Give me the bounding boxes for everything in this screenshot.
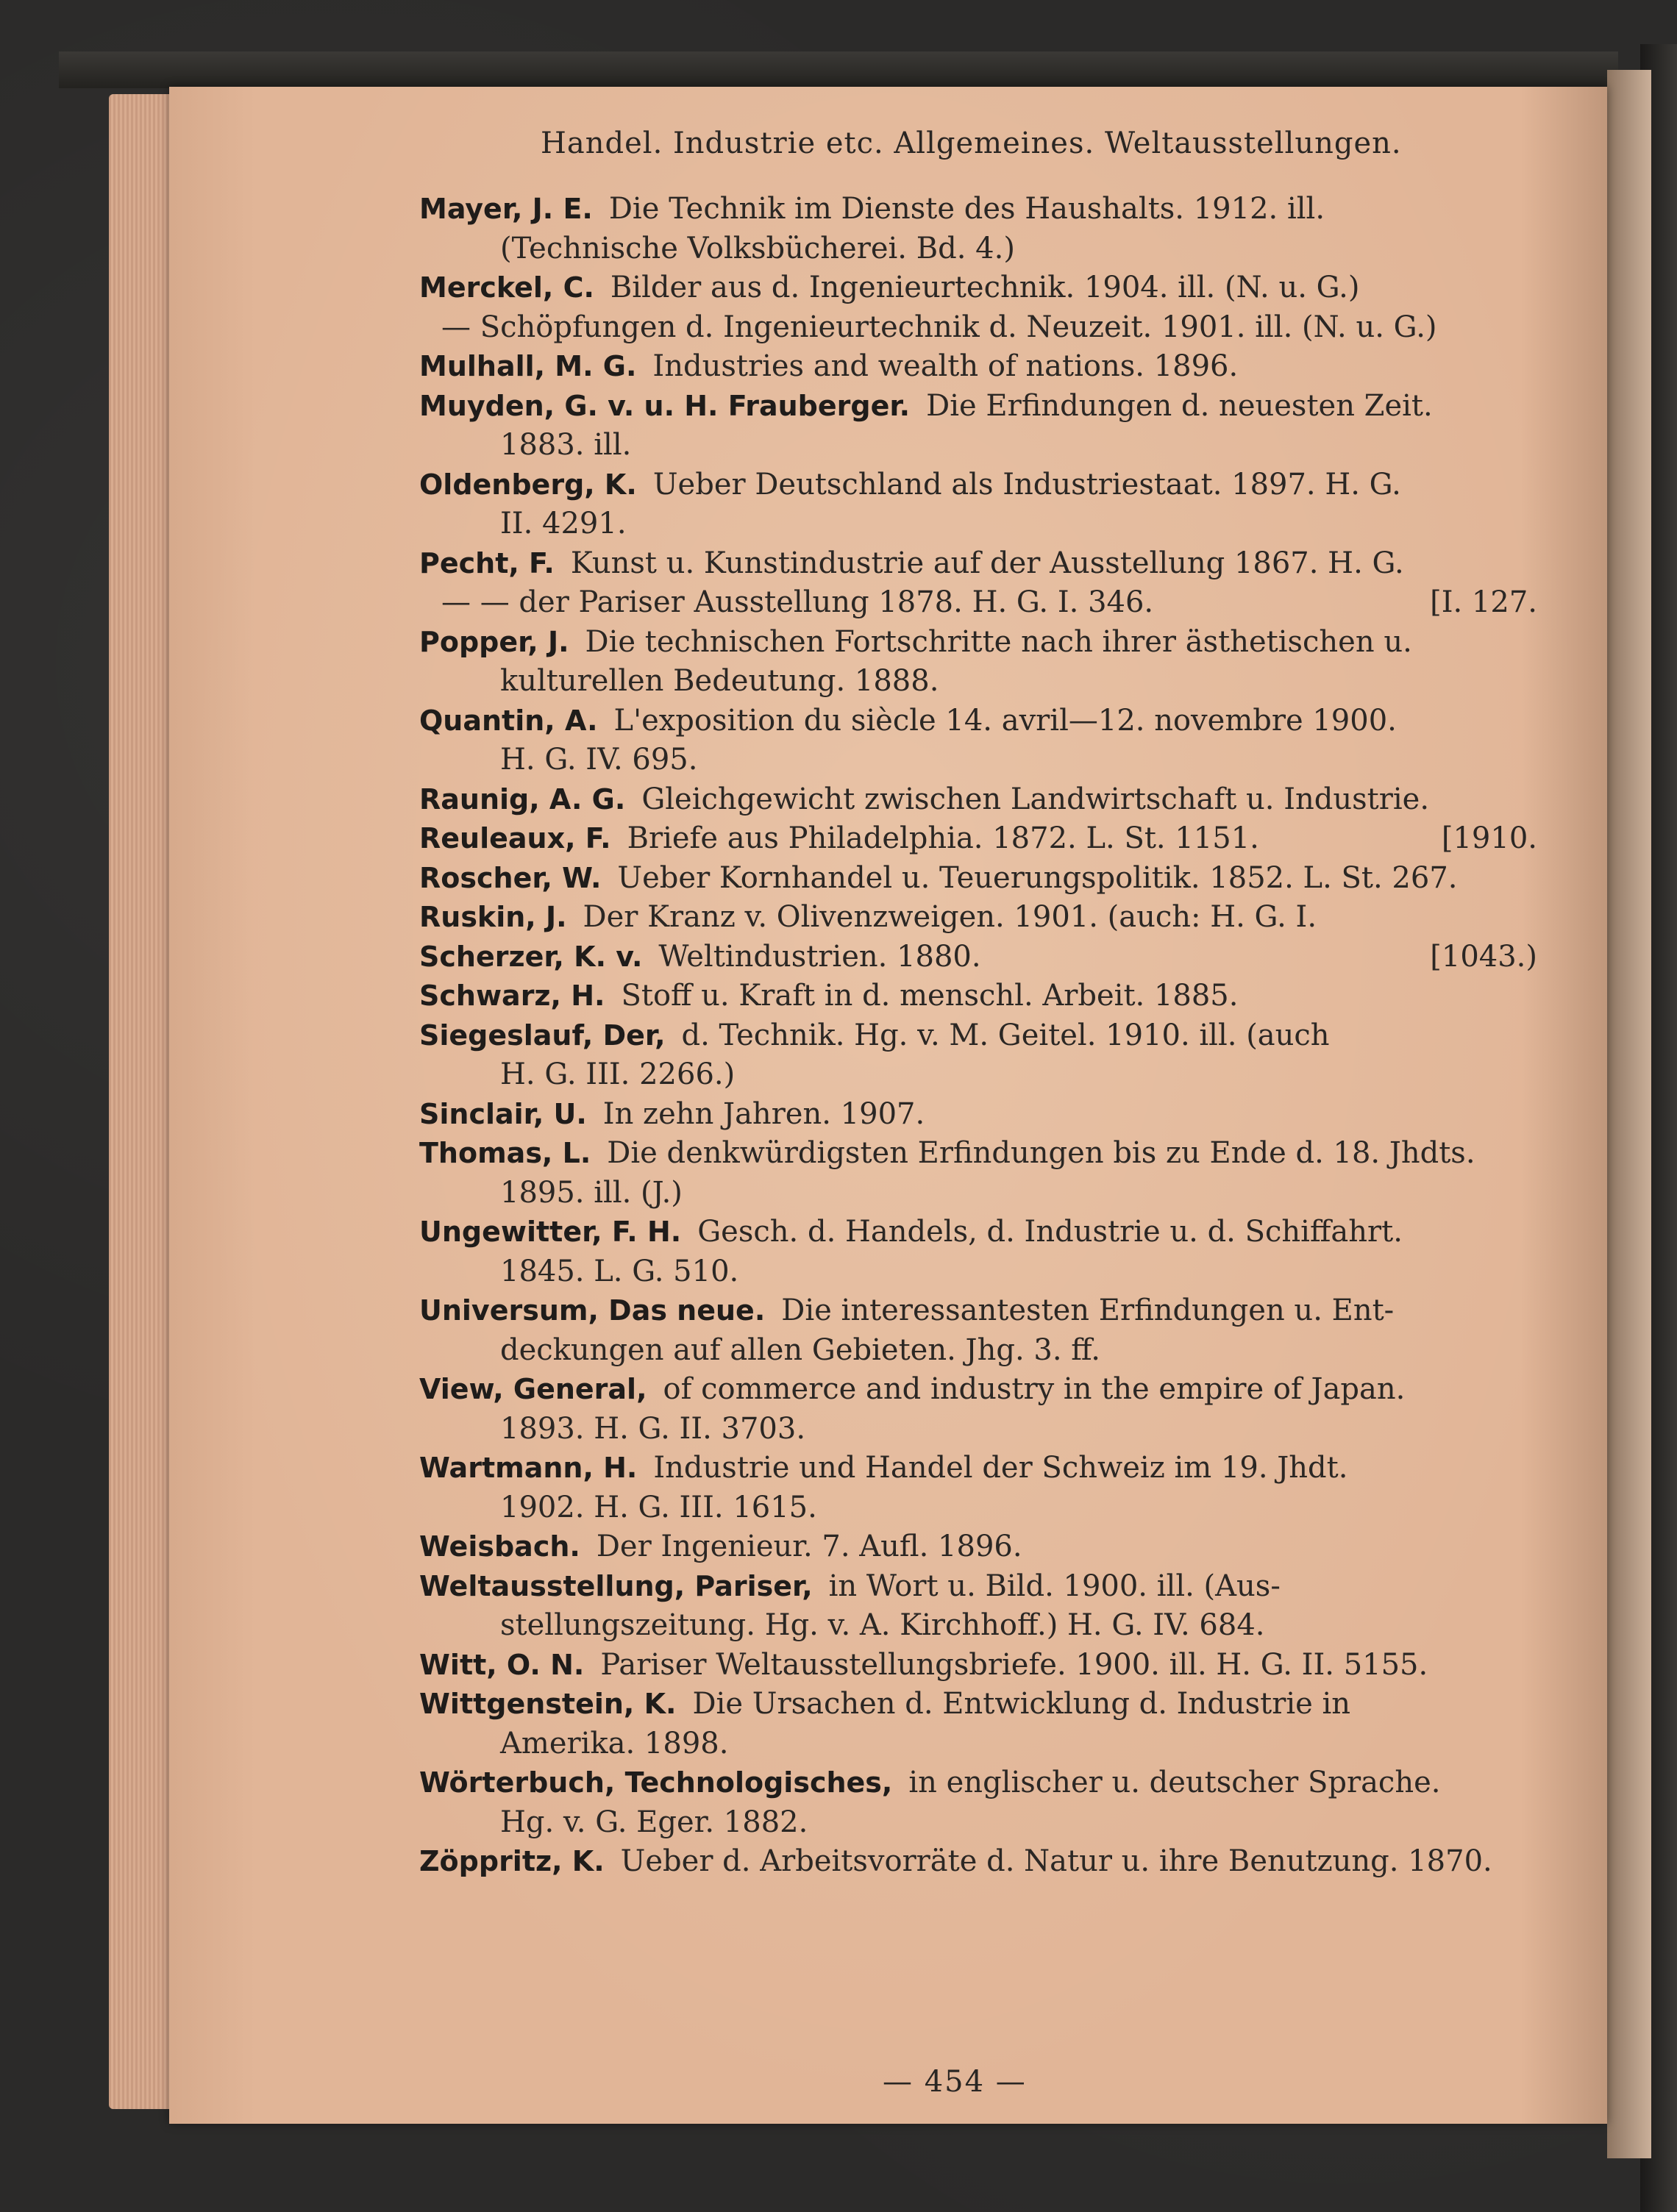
entry-line: [419, 898, 1537, 938]
entry-text: — Schöpfungen d. Ingenieurtechnik d. Neuzeit. 1901. ill. (N. u. G.): [441, 310, 1437, 344]
entry-line: [419, 1803, 1537, 1843]
entry-text: Die denkwürdigsten Erfindungen bis zu Ende d. 18. Jhdts.: [607, 1136, 1475, 1170]
entry-text: kulturellen Bedeutung. 1888.: [500, 664, 939, 698]
entry-text: Die interessantesten Erfindungen u. Ent-: [781, 1294, 1395, 1327]
entry-line: [419, 1291, 1537, 1331]
entry-line: [419, 1724, 1537, 1764]
entry-text: — — der Pariser Ausstellung 1878. H. G. I. 346.: [441, 585, 1154, 619]
entry-line: [419, 1370, 1537, 1410]
entry-text: Hg. v. G. Eger. 1882.: [500, 1805, 808, 1839]
entry-line: [419, 1685, 1537, 1724]
entry-author: Wartmann, H.: [419, 1452, 638, 1484]
entry-line: [419, 1646, 1537, 1685]
entry-text: (Technische Volksbücherei. Bd. 4.): [500, 231, 1015, 265]
entry-text: Bilder aus d. Ingenieurtechnik. 1904. ill. (N. u. G.): [610, 271, 1360, 304]
entry-line: [419, 977, 1537, 1016]
entry-line: [419, 190, 1537, 229]
entry-author: Wörterbuch, Technologisches,: [419, 1766, 893, 1799]
entry-author: Weisbach.: [419, 1530, 580, 1563]
entry-line: [419, 1449, 1537, 1488]
entry-author: Oldenberg, K.: [419, 468, 637, 501]
entry-text: Gleichgewicht zwischen Landwirtschaft u. Industrie.: [641, 782, 1430, 816]
bibliography-list: [419, 190, 1537, 1882]
entry-line: [419, 1174, 1537, 1213]
book-cover-edge: [59, 51, 1618, 88]
entry-author: Quantin, A.: [419, 704, 598, 737]
entry-text: deckungen auf allen Gebieten. Jhg. 3. ff.: [500, 1332, 1100, 1367]
entry-author: Thomas, L.: [419, 1137, 591, 1169]
entry-text-tail: [1043.): [1430, 939, 1537, 974]
entry-text: L'exposition du siècle 14. avril—12. novembre 1900.: [613, 703, 1397, 738]
entry-text: in Wort u. Bild. 1900. ill. (Aus-: [828, 1569, 1281, 1603]
entry-line: [419, 583, 1537, 623]
entry-text: In zehn Jahren. 1907.: [602, 1096, 925, 1131]
adjacent-page-edge: [1607, 70, 1651, 2158]
entry-text: H. G. III. 2266.): [500, 1057, 736, 1091]
entry-text: Kunst u. Kunstindustrie auf der Ausstellung 1867. H. G.: [570, 546, 1404, 580]
entry-line: [419, 662, 1537, 702]
entry-line: [419, 1763, 1537, 1803]
entry-line: [419, 780, 1537, 820]
entry-line: [419, 1134, 1537, 1174]
entry-text: in englischer u. deutscher Sprache.: [908, 1766, 1441, 1799]
entry-text: 1893. H. G. II. 3703.: [500, 1411, 806, 1446]
entry-author: Weltausstellung, Pariser,: [419, 1569, 813, 1602]
entry-line: [419, 741, 1537, 780]
entry-line: [419, 1055, 1537, 1095]
entry-text: 1845. L. G. 510.: [500, 1254, 739, 1288]
entry-text: Amerika. 1898.: [500, 1726, 729, 1760]
entry-author: Witt, O. N.: [419, 1648, 585, 1681]
entry-text: Ueber Deutschland als Industriestaat. 1897. H. G.: [652, 467, 1401, 502]
entry-text: Die Erfindungen d. neuesten Zeit.: [926, 388, 1433, 423]
entry-line: [419, 229, 1537, 269]
entry-text: Der Kranz v. Olivenzweigen. 1901. (auch: H. G. I.: [583, 900, 1317, 934]
entry-author: Raunig, A. G.: [419, 782, 626, 816]
entry-author: View, General,: [419, 1373, 647, 1405]
entry-text: Der Ingenieur. 7. Aufl. 1896.: [596, 1530, 1022, 1563]
entry-text: H. G. IV. 695.: [500, 743, 698, 777]
entry-line: [419, 1606, 1537, 1646]
entry-line: [419, 268, 1537, 308]
entry-line: [419, 1410, 1537, 1449]
entry-author: Muyden, G. v. u. H. Frauberger.: [419, 389, 911, 422]
entry-author: Wittgenstein, K.: [419, 1688, 677, 1720]
entry-line: [419, 1213, 1537, 1252]
entry-line: [419, 387, 1537, 427]
entry-line: [419, 1527, 1537, 1567]
entry-text: Pariser Weltausstellungsbriefe. 1900. ill. H. G. II. 5155.: [600, 1647, 1428, 1682]
entry-line: [419, 623, 1537, 663]
entry-text-tail: [1910.: [1441, 821, 1537, 855]
entry-text: d. Technik. Hg. v. M. Geitel. 1910. ill. (auch: [681, 1018, 1330, 1052]
entry-text: Ueber Kornhandel u. Teuerungspolitik. 1852. L. St. 267.: [617, 860, 1458, 895]
entry-line: [419, 308, 1537, 348]
entry-line: [419, 465, 1537, 505]
entry-text: of commerce and industry in the empire of Japan.: [663, 1372, 1406, 1406]
entry-text: 1902. H. G. III. 1615.: [500, 1490, 817, 1524]
entry-line: [419, 1842, 1537, 1882]
entry-text: Die Ursachen d. Entwicklung d. Industrie in: [692, 1687, 1351, 1721]
entry-line: [419, 938, 1537, 977]
entry-line: [419, 1331, 1537, 1371]
entry-author: Ruskin, J.: [419, 901, 567, 933]
entry-line: [419, 1488, 1537, 1528]
entry-text: Weltindustrien. 1880.: [658, 939, 981, 974]
entry-author: Siegeslauf, Der,: [419, 1018, 666, 1052]
entry-text: stellungszeitung. Hg. v. A. Kirchhoff.) H. G. IV. 684.: [500, 1608, 1265, 1642]
entry-line: [419, 544, 1537, 584]
entry-author: Mulhall, M. G.: [419, 350, 637, 382]
entry-text-tail: [I. 127.: [1430, 585, 1537, 619]
entry-text: II. 4291.: [500, 507, 627, 540]
entry-text: Gesch. d. Handels, d. Industrie u. d. Schiffahrt.: [697, 1215, 1403, 1249]
entry-text: Ueber d. Arbeitsvorräte d. Natur u. ihre Benutzung. 1870.: [620, 1844, 1492, 1878]
entry-author: Reuleaux, F.: [419, 822, 611, 855]
entry-author: Scherzer, K. v.: [419, 940, 643, 973]
entry-text: Industrie und Handel der Schweiz im 19. Jhdt.: [653, 1451, 1348, 1485]
entry-author: Sinclair, U.: [419, 1097, 587, 1130]
entry-author: Universum, Das neue.: [419, 1294, 766, 1327]
entry-text: 1883. ill.: [500, 428, 632, 462]
entry-author: Ungewitter, F. H.: [419, 1216, 682, 1248]
entry-author: Mayer, J. E.: [419, 193, 593, 225]
entry-text: Briefe aus Philadelphia. 1872. L. St. 1151.: [627, 821, 1259, 855]
entry-text: Stoff u. Kraft in d. menschl. Arbeit. 1885.: [621, 979, 1239, 1013]
entry-line: [419, 1567, 1537, 1607]
page-number: — 454 —: [883, 2065, 1027, 2099]
entry-author: Popper, J.: [419, 625, 569, 658]
entry-line: [419, 426, 1537, 465]
entry-text: 1895. ill. (J.): [500, 1175, 683, 1210]
entry-line: [419, 702, 1537, 741]
entry-line: [419, 819, 1537, 859]
entry-text: Die technischen Fortschritte nach ihrer ästhetischen u.: [585, 624, 1412, 659]
entry-text: Industries and wealth of nations. 1896.: [652, 349, 1239, 383]
entry-line: [419, 1016, 1537, 1056]
entry-text: Die Technik im Dienste des Haushalts. 1912. ill.: [608, 192, 1325, 226]
entry-author: Merckel, C.: [419, 271, 594, 304]
entry-line: [419, 347, 1537, 387]
running-head: Handel. Industrie etc. Allgemeines. Weltausstellungen.: [541, 126, 1402, 160]
entry-line: [419, 1095, 1537, 1135]
entry-author: Roscher, W.: [419, 861, 602, 894]
entry-line: [419, 504, 1537, 544]
entry-author: Zöppritz, K.: [419, 1845, 605, 1877]
entry-author: Pecht, F.: [419, 546, 555, 579]
entry-line: [419, 1252, 1537, 1292]
entry-line: [419, 859, 1537, 899]
entry-author: Schwarz, H.: [419, 980, 605, 1012]
